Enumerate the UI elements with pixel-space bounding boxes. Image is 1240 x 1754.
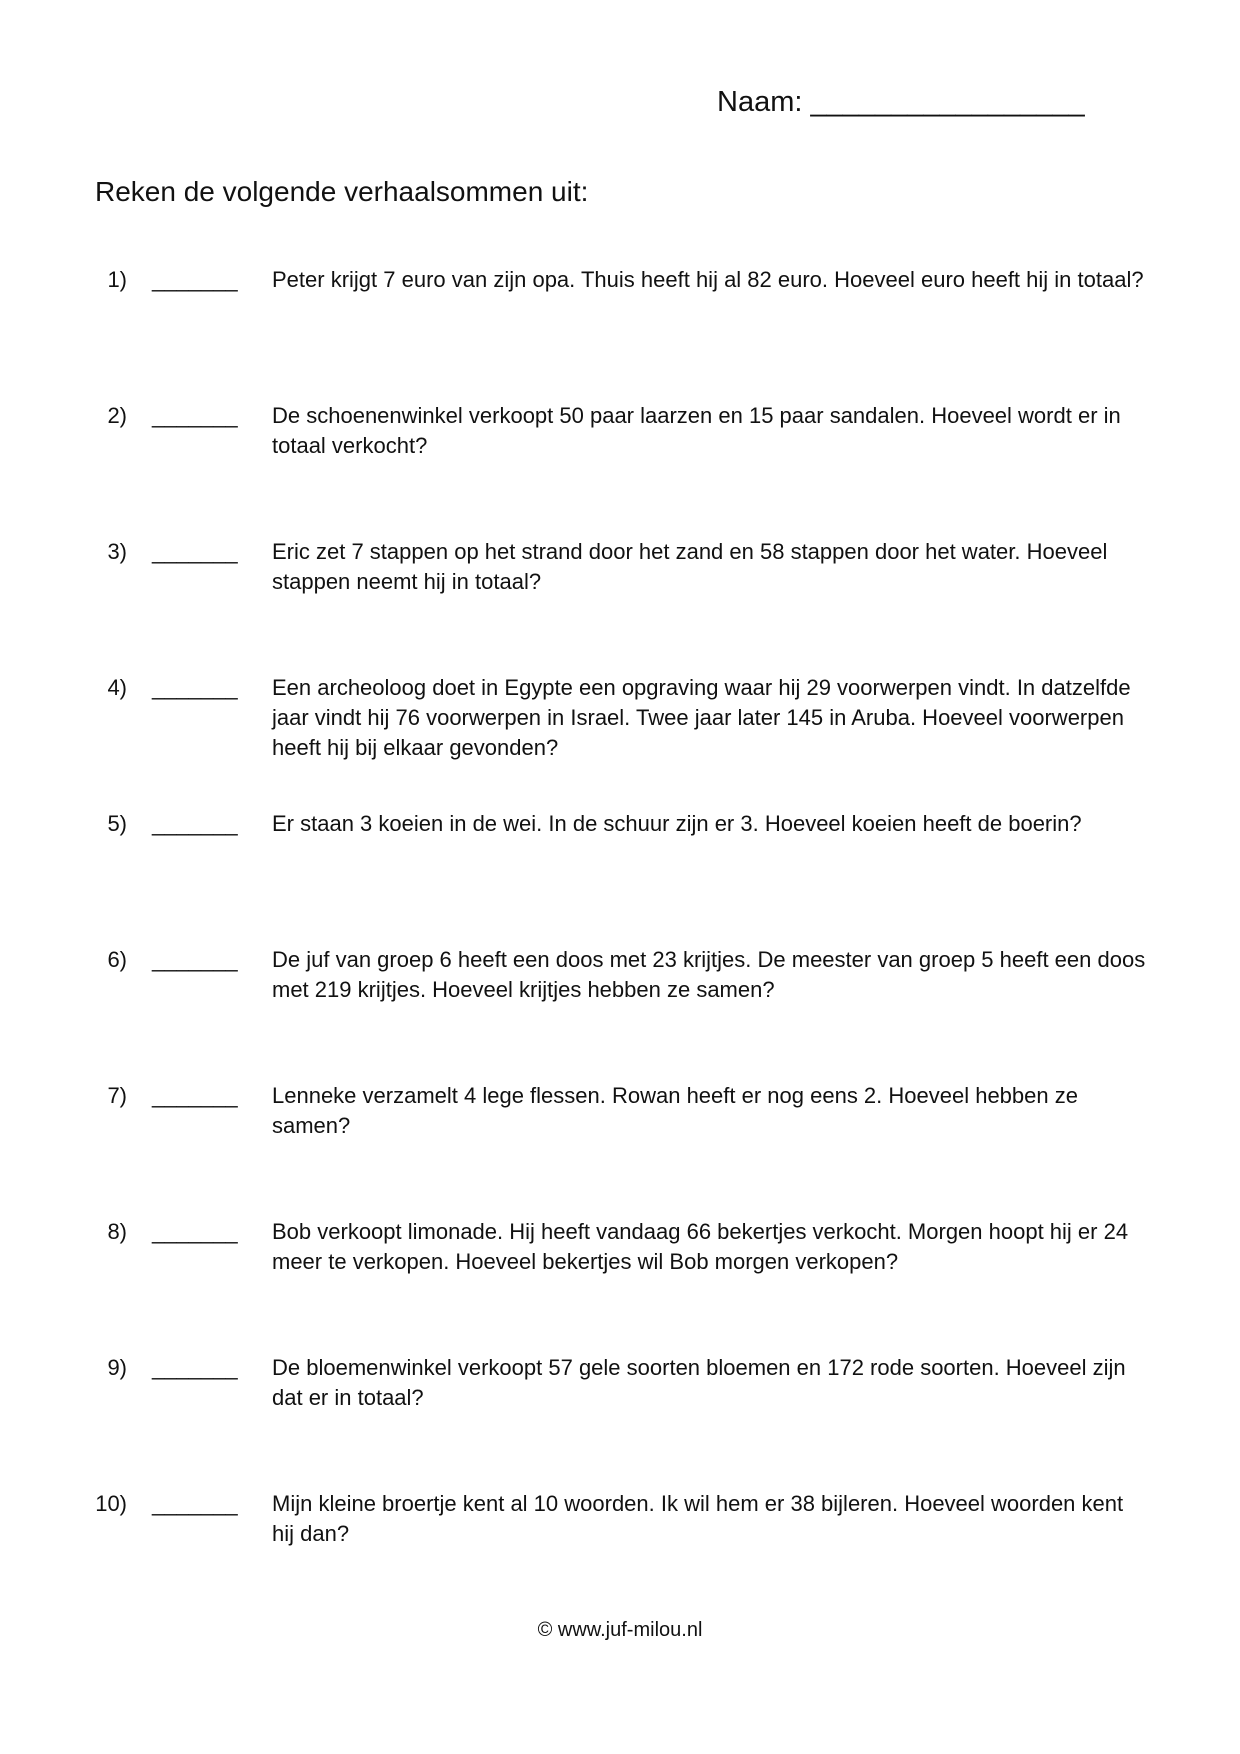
question-number: 3) [107,539,127,564]
question-text: De schoenenwinkel verkoopt 50 paar laarzen en 15 paar sandalen. Hoeveel wordt er in totaal verkocht? [272,403,1121,458]
answer-blank: _______ [152,675,238,700]
question-text: De juf van groep 6 heeft een doos met 23 krijtjes. De meester van groep 5 heeft een doos met 219 krijtjes. Hoeveel krijtjes hebben ze samen? [272,947,1146,1002]
question-number: 5) [107,811,127,836]
question-number: 1) [107,267,127,292]
copyright-footer: © www.juf-milou.nl [537,1619,703,1641]
question-number: 7) [107,1083,127,1108]
name-field-label: Naam: _________________ [717,86,1085,118]
answer-blank: _______ [152,267,238,292]
answer-blank: _______ [152,1355,238,1380]
question-text: Bob verkoopt limonade. Hij heeft vandaag 66 bekertjes verkocht. Morgen hoopt hij er 24 meer te verkopen. Hoeveel bekertjes wil Bob morgen verkopen? [272,1219,1129,1274]
answer-blank: _______ [152,1491,238,1516]
answer-blank: _______ [152,1083,238,1108]
worksheet-title: Reken de volgende verhaalsommen uit: [95,176,589,207]
answer-blank: _______ [152,811,238,836]
answer-blank: _______ [152,539,238,564]
question-text: Er staan 3 koeien in de wei. In de schuur zijn er 3. Hoeveel koeien heeft de boerin? [272,811,1082,836]
question-number: 4) [107,675,127,700]
question-number: 2) [107,403,127,428]
answer-blank: _______ [152,947,238,972]
answer-blank: _______ [152,1219,238,1244]
question-text: Peter krijgt 7 euro van zijn opa. Thuis heeft hij al 82 euro. Hoeveel euro heeft hij in totaal? [272,267,1144,292]
question-text: Lenneke verzamelt 4 lege flessen. Rowan heeft er nog eens 2. Hoeveel hebben ze samen? [272,1083,1078,1138]
question-text: De bloemenwinkel verkoopt 57 gele soorten bloemen en 172 rode soorten. Hoeveel zijn dat er in totaal? [272,1355,1126,1410]
question-number: 6) [107,947,127,972]
question-number: 9) [107,1355,127,1380]
question-text: Een archeoloog doet in Egypte een opgraving waar hij 29 voorwerpen vindt. In datzelfde jaar vindt hij 76 voorwerpen in Israel. Twee jaar later 145 in Aruba. Hoeveel voorwerpen heeft hij bij elkaar gevonden? [272,675,1131,760]
answer-blank: _______ [152,403,238,428]
question-number: 10) [95,1491,127,1516]
question-number: 8) [107,1219,127,1244]
question-text: Mijn kleine broertje kent al 10 woorden. Ik wil hem er 38 bijleren. Hoeveel woorden kent hij dan? [272,1491,1124,1546]
question-text: Eric zet 7 stappen op het strand door het zand en 58 stappen door het water. Hoeveel stappen neemt hij in totaal? [272,539,1108,594]
